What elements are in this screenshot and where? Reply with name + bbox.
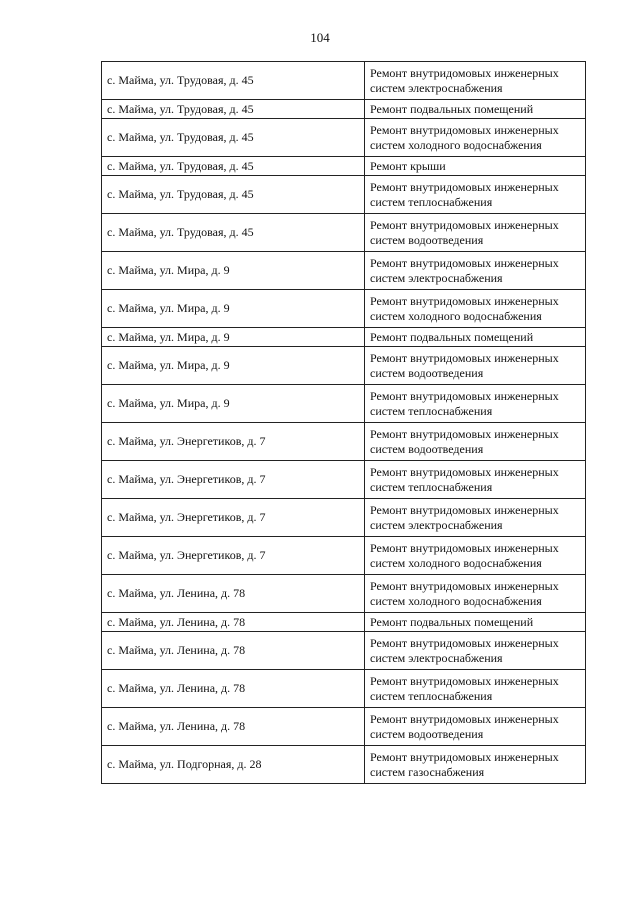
table-row [102,537,586,575]
work-type-cell: Ремонт внутридомовых инженерных систем электроснабжения [365,632,586,670]
work-type-cell: Ремонт крыши [365,157,586,176]
table-row [102,746,586,784]
work-type-cell: Ремонт внутридомовых инженерных систем теплоснабжения [365,176,586,214]
work-type-cell: Ремонт внутридомовых инженерных систем электроснабжения [365,499,586,537]
address-cell: с. Майма, ул. Ленина, д. 78 [102,632,365,670]
work-type-cell: Ремонт подвальных помещений [365,328,586,347]
address-cell: с. Майма, ул. Энергетиков, д. 7 [102,537,365,575]
table-row [102,176,586,214]
address-cell: с. Майма, ул. Мира, д. 9 [102,290,365,328]
work-type-cell: Ремонт внутридомовых инженерных систем холодного водоснабжения [365,290,586,328]
address-cell: с. Майма, ул. Трудовая, д. 45 [102,214,365,252]
table-row [102,347,586,385]
table-row [102,385,586,423]
work-type-cell: Ремонт внутридомовых инженерных систем водоотведения [365,708,586,746]
address-cell: с. Майма, ул. Подгорная, д. 28 [102,746,365,784]
table-body [102,62,586,784]
address-cell: с. Майма, ул. Энергетиков, д. 7 [102,423,365,461]
table-row [102,214,586,252]
table-row [102,290,586,328]
table-row [102,670,586,708]
work-type-cell: Ремонт внутридомовых инженерных систем водоотведения [365,423,586,461]
work-type-cell: Ремонт внутридомовых инженерных систем электроснабжения [365,252,586,290]
work-type-cell: Ремонт внутридомовых инженерных систем теплоснабжения [365,461,586,499]
table-row [102,632,586,670]
work-type-cell: Ремонт внутридомовых инженерных систем теплоснабжения [365,670,586,708]
address-cell: с. Майма, ул. Мира, д. 9 [102,252,365,290]
address-cell: с. Майма, ул. Мира, д. 9 [102,328,365,347]
address-cell: с. Майма, ул. Ленина, д. 78 [102,670,365,708]
address-cell: с. Майма, ул. Мира, д. 9 [102,347,365,385]
work-type-cell: Ремонт подвальных помещений [365,613,586,632]
address-cell: с. Майма, ул. Энергетиков, д. 7 [102,461,365,499]
address-cell: с. Майма, ул. Трудовая, д. 45 [102,62,365,100]
address-cell: с. Майма, ул. Ленина, д. 78 [102,613,365,632]
work-type-cell: Ремонт внутридомовых инженерных систем газоснабжения [365,746,586,784]
table-row [102,708,586,746]
address-cell: с. Майма, ул. Ленина, д. 78 [102,575,365,613]
work-type-cell: Ремонт внутридомовых инженерных систем теплоснабжения [365,385,586,423]
table-row [102,157,586,176]
work-type-cell: Ремонт внутридомовых инженерных систем водоотведения [365,347,586,385]
table-row [102,499,586,537]
table-row [102,252,586,290]
table-row [102,62,586,100]
work-type-cell: Ремонт внутридомовых инженерных систем водоотведения [365,214,586,252]
address-cell: с. Майма, ул. Трудовая, д. 45 [102,157,365,176]
work-type-cell: Ремонт внутридомовых инженерных систем холодного водоснабжения [365,119,586,157]
work-type-cell: Ремонт внутридомовых инженерных систем холодного водоснабжения [365,575,586,613]
table-row [102,100,586,119]
work-type-cell: Ремонт внутридомовых инженерных систем холодного водоснабжения [365,537,586,575]
table-row [102,461,586,499]
work-type-cell: Ремонт внутридомовых инженерных систем электроснабжения [365,62,586,100]
page-number: 104 [310,30,330,45]
table-row [102,575,586,613]
table-row [102,423,586,461]
address-cell: с. Майма, ул. Трудовая, д. 45 [102,176,365,214]
address-cell: с. Майма, ул. Трудовая, д. 45 [102,119,365,157]
table-row [102,119,586,157]
address-cell: с. Майма, ул. Трудовая, д. 45 [102,100,365,119]
table-row [102,328,586,347]
address-cell: с. Майма, ул. Мира, д. 9 [102,385,365,423]
address-cell: с. Майма, ул. Ленина, д. 78 [102,708,365,746]
table-row [102,613,586,632]
work-type-cell: Ремонт подвальных помещений [365,100,586,119]
address-cell: с. Майма, ул. Энергетиков, д. 7 [102,499,365,537]
repair-works-table [101,61,586,784]
